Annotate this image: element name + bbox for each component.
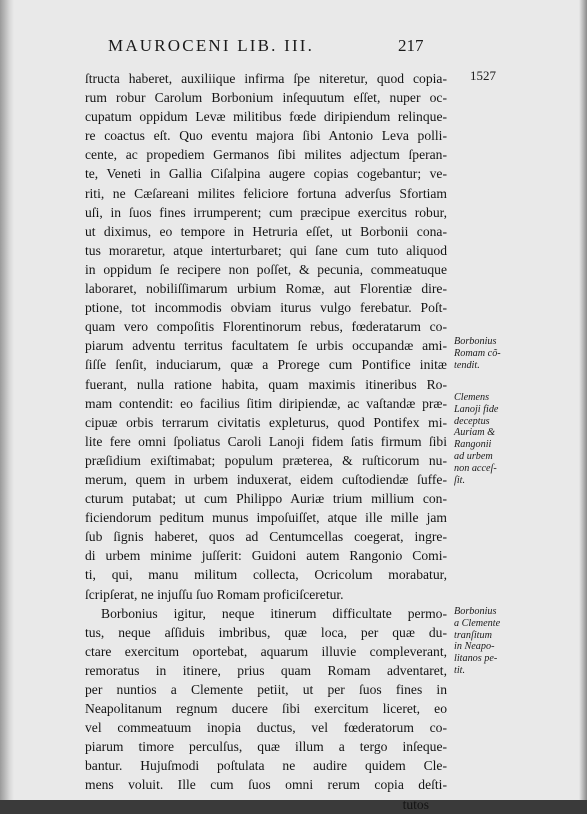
margin-note-line: ſit. [454,474,466,486]
margin-note-line: tranſitum [454,629,492,641]
text-line: cupatum oppidum Levæ militibus fœde diripiendum relinque- [85,109,447,125]
text-line: tus, neque aſſiduis imbribus, quæ loca, per quæ du- [85,624,447,640]
margin-note-line: tit. [454,664,466,676]
text-line: præſidium exiſtimabat; populum præterea, & ruſticorum nu- [85,452,447,468]
margin-year: 1527 [470,68,496,83]
text-line: ti, qui, manu militum collecta, Ocricolum morabatur, [85,567,447,583]
text-line: cipuæ orbis terrarum civitatis expleturus, quod Pontifex mi- [85,414,447,430]
margin-note-line: tendit. [454,359,480,371]
text-line: ſub ſignis haberet, quos ad Centumcellas coegerat, ingre- [85,529,447,545]
text-line: ctare exercitum oportebat, aquarum illuvie compleverant, [85,643,447,659]
text-line: te, Veneti in Gallia Ciſalpina augere copias cogebantur; ve- [85,166,447,182]
text-line: ſiſſe ſenſit, induciarum, quæ a Prorege cum Pontifice initæ [85,357,447,373]
margin-note-line: Lanoji fide [454,403,499,415]
page-header [0,36,587,58]
margin-note-line: Clemens [454,392,490,403]
text-line: bantur. Hujuſmodi poſtulata ne audire quidem Cle- [85,758,447,774]
main-text-block [85,69,447,814]
margin-note-borbonius-romam [454,336,546,371]
margin-note-borbonius-neapolitanos [454,606,546,677]
margin-note-line: Romam cõ- [454,347,501,359]
text-line: ut diximus, eo tempore in Hetruria eſſet, ut Borbonii cona- [85,223,447,239]
margin-note-line: Rangonii [454,439,492,451]
text-line: Neapolitanum regnum ducere ſibi exercitum liceret, eo [85,701,447,717]
margin-note-clemens-lanoji [454,392,546,486]
margin-note-line: in Neapo- [454,641,495,653]
text-line: mam contendit: eo facilius ſitim diripiendæ, ac vaſtandæ præ- [85,395,447,411]
text-line: per nuntios a Clemente petiit, ut per ſuos fines in [85,682,447,697]
margin-note-line: Auriam & [454,427,496,439]
text-line: piarum timore perculſus, quæ illum a tergo inſeque- [85,739,447,755]
margin-note-line: Borbonius [454,336,497,347]
text-line: ſtructa haberet, auxiliique infirma ſpe niteretur, quod copia- [85,71,447,86]
margin-note-line: non acceſ- [454,462,497,474]
catchword: tutos [402,796,429,812]
text-line: laboraret, nobiliſſimarum urbium Romæ, aut Florentiæ dire- [85,281,447,297]
text-line: merum, quem in urbem induxerat, eidem cuſtodiendæ ſuffe- [85,471,447,487]
text-line: riti, ne Cæſareani milites feliciore fortuna adverſus Sfortiam [85,185,447,201]
text-line: rum robur Carolum Borbonium inſequutum eſſet, nuper oc- [85,90,447,106]
margin-note-line: Borbonius [454,606,497,617]
text-line: mens voluit. Ille cum ſuos omni rerum copia deſti- [85,777,447,793]
text-line: in oppidum ſe recipere non poſſet, & pecunia, commeatuque [85,261,447,277]
margin-note-line: ad urbem [454,450,493,462]
running-head: MAUROCENI LIB. III. [108,36,315,55]
text-line: piarum adventu territus facultatem ſe urbis occupandæ ami- [85,338,447,354]
text-line: cturum putabat; ut cum Philippo Auriæ trium millium con- [85,491,447,507]
text-line: quam vero compoſitis Florentinorum rebus, fœderatarum co- [85,319,447,335]
margin-note-line: litanos pe- [454,653,498,665]
text-line: lite fere omni ſpoliatus Caroli Lanoji fidem ſatis firmum ſibi [85,433,447,449]
page-gutter-shadow [0,0,14,800]
text-line: uſi, in ſuos fines irrumperent; cum præcipue exercitus robur, [85,204,447,220]
margin-note-line: deceptus [454,415,490,427]
text-line: vel commeatuum inopia ductus, vel fœderatorum co- [85,720,447,736]
text-line: tus moraretur, atque interturbaret; qui ſane cum tuto aliquod [85,242,447,258]
text-line: ficiendorum peditum munus impoſuiſſet, atque ille mille jam [85,510,447,526]
text-line: re coactus eſt. Quo eventu majora ſibi Antonio Leva polli- [85,128,447,144]
page-edge-shadow [579,0,587,800]
text-line: cente, ac propediem Germanos ſibi milites adjectum ſperan- [85,147,447,163]
text-line: di urbem minime juſſerit: Guidoni autem Rangonio Comi- [85,548,447,564]
text-line: fuerant, nulla ratione habita, quam maximis itineribus Ro- [85,376,447,392]
text-line: ptione, tot incommodis obviam iturus vulgo ferebatur. Poſt- [85,300,447,316]
text-line: Borbonius igitur, neque itinerum difficultate permo- [101,605,447,621]
text-line: remoratus in itinere, prius quam Romam adventaret, [85,662,447,678]
margin-note-line: a Clemente [454,617,501,629]
page-number: 217 [398,36,424,55]
text-line: ſcripſerat, ne injuſſu ſuo Romam proficiſceretur. [85,586,344,602]
